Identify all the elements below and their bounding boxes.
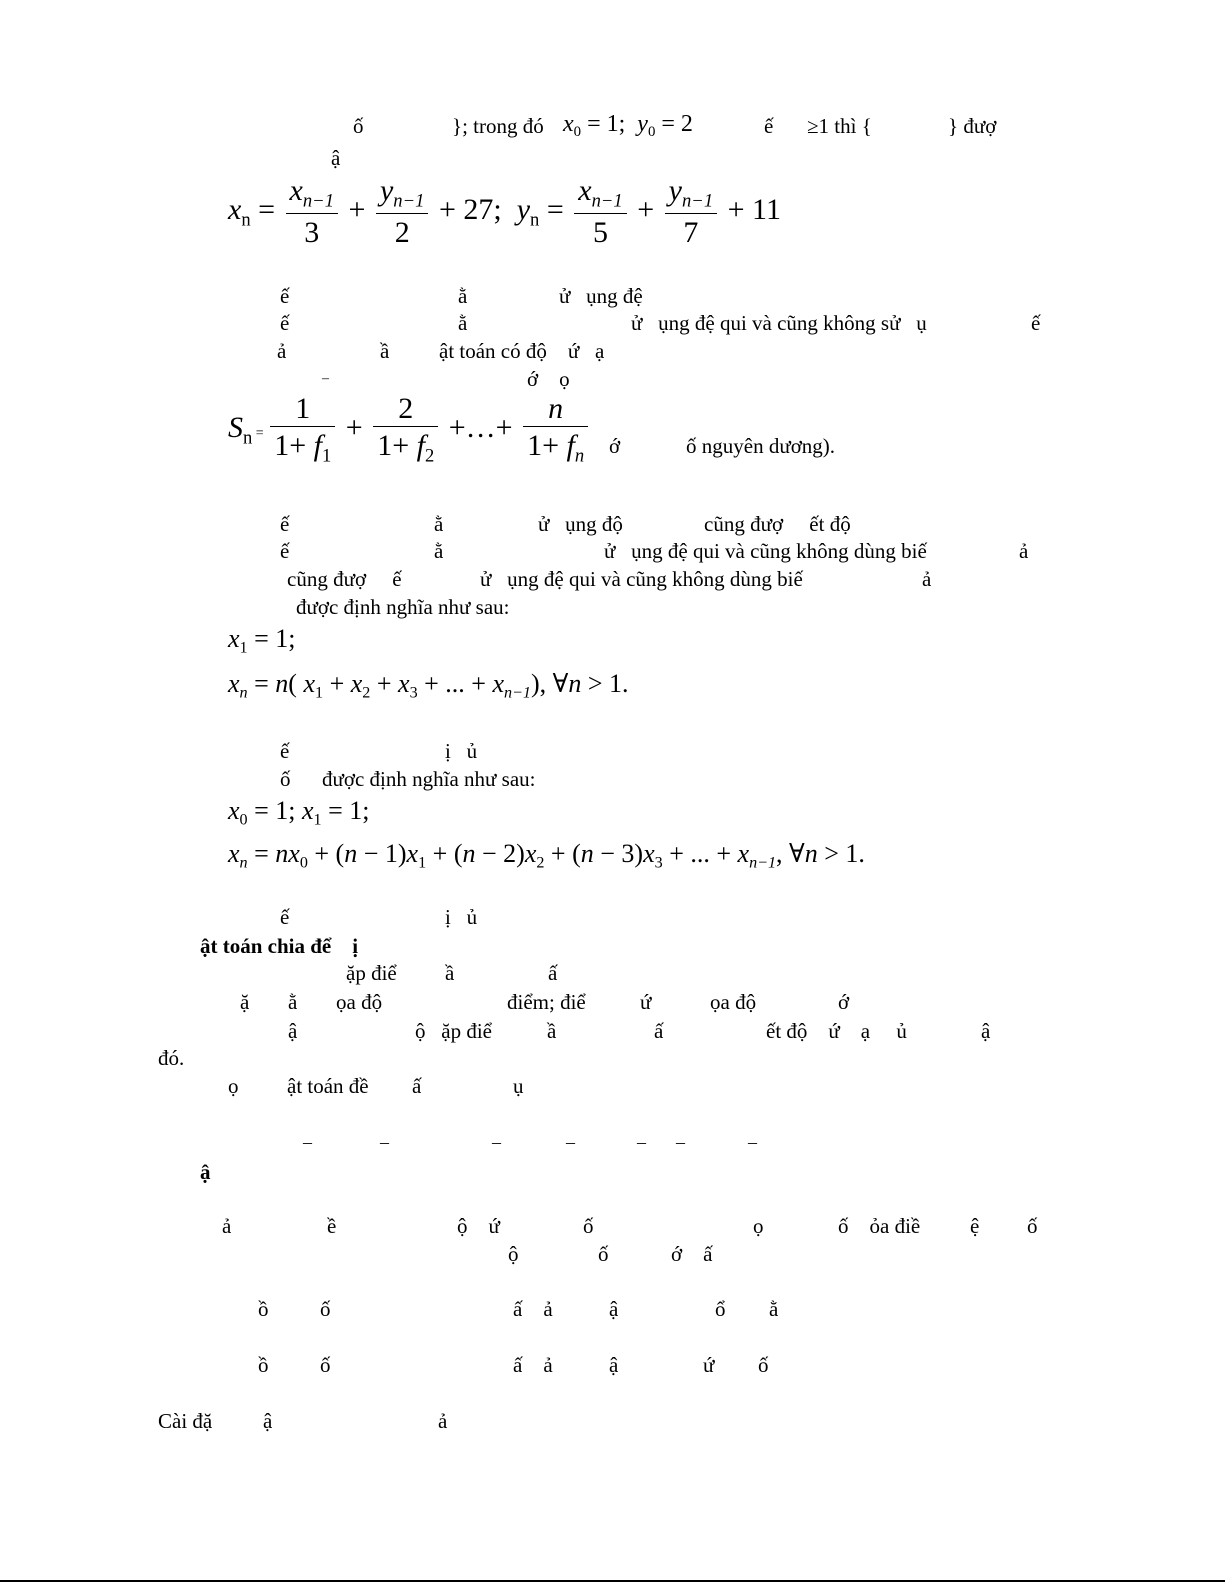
text-fragment: ế (280, 739, 290, 763)
text-fragment: cũng đượ ết độ (704, 512, 851, 536)
text-fragment: ụ (513, 1074, 524, 1098)
text-fragment: ấ ả (513, 1353, 553, 1377)
text-fragment: ố nguyên dương). (686, 434, 836, 458)
text-fragment: ị ủ (445, 905, 478, 929)
text-fragment: ử ụng đệ qui và cũng không dùng biế (604, 539, 927, 563)
text-fragment: ọ (753, 1214, 764, 1238)
text-fragment: ố (280, 767, 291, 791)
text-fragment: ả (1019, 539, 1029, 563)
text-fragment: ớ ọ (527, 367, 570, 391)
text-fragment: ầ (547, 1019, 557, 1043)
text-fragment: ế (280, 512, 290, 536)
text-fragment: ấ ả (513, 1297, 553, 1321)
text-fragment: }; trong đó (452, 114, 544, 138)
text-fragment: } đượ (948, 114, 997, 138)
text-fragment: ết độ ứ ạ ủ (766, 1019, 907, 1043)
text-fragment: ế (1031, 311, 1041, 335)
text-fragment: ế (280, 905, 290, 929)
dash-fragment: – (748, 1132, 757, 1152)
text-fragment: ằ (434, 512, 444, 536)
text-fragment: ậ (263, 1409, 273, 1433)
dash-fragment: – (676, 1132, 685, 1152)
text-fragment: cũng đượ ế (287, 567, 402, 591)
text-fragment: ằ (458, 284, 468, 308)
dash-fragment: – (322, 371, 329, 386)
text-fragment: ồ (258, 1297, 269, 1321)
dash-fragment: – (380, 1132, 389, 1152)
text-fragment: ằ (458, 311, 468, 335)
text-fragment: ả (922, 567, 932, 591)
text-fragment: ế (764, 114, 774, 138)
text-fragment: ố ỏa điề (838, 1214, 921, 1238)
dash-fragment: – (492, 1132, 501, 1152)
text-fragment: ật toán đề (287, 1074, 369, 1098)
text-fragment: được định nghĩa như sau: (322, 767, 536, 791)
text-fragment: ớ (838, 990, 850, 1014)
text-fragment: ồ (258, 1353, 269, 1377)
text-fragment: ổ (715, 1297, 726, 1321)
text-fragment: ề (327, 1214, 337, 1238)
text-fragment: được định nghĩa như sau: (296, 595, 510, 619)
section-heading: ật toán chia để ị (200, 934, 359, 958)
text-fragment: ố (758, 1353, 769, 1377)
text-fragment: ả (438, 1409, 448, 1433)
formula-recurrence-xn-yn: $x_n$ = $\frac{x_{n-1}}{3}$ + $\frac{y_{n-1}}{2}$ + 27; $y_n$ = $\frac{x_{n-1}}{5}$ + $\frac{y_{n-1}}{7}$ + 11 (228, 174, 781, 250)
text-fragment: ả (222, 1214, 232, 1238)
text-fragment: ậ (609, 1353, 619, 1377)
text-fragment: ậ (288, 1019, 298, 1043)
text-fragment: ằ (434, 539, 444, 563)
text-fragment: ọa độ (336, 990, 383, 1014)
text-fragment: ứ (640, 990, 652, 1014)
text-fragment: ặp điể (346, 961, 397, 985)
formula-xn-product: $x_n = n$( $x_1 + x_2 + x_3$ + ... + $x_{n-1}$), ∀n > 1. (228, 669, 629, 702)
formula-xn-weighted: $x_n = nx_0 + (n - 1)x_1 + (n - 2)x_2 + (n - 3)x_3$ + ... + $x_{n-1}$, ∀n > 1. (228, 839, 865, 872)
section-heading: ậ (200, 1160, 211, 1184)
dash-fragment: – (303, 1132, 312, 1152)
text-fragment: ọ (228, 1074, 239, 1098)
text-fragment: ử ụng độ (538, 512, 623, 536)
text-fragment: ậ (331, 146, 341, 170)
text-fragment: ứ (703, 1353, 715, 1377)
text-fragment: Cài đặ (158, 1409, 213, 1433)
text-fragment: ố (583, 1214, 594, 1238)
text-fragment: ầ (380, 339, 390, 363)
text-fragment: ế (280, 311, 290, 335)
text-fragment: ớ (609, 434, 621, 458)
text-fragment: ộ ặp điể (415, 1019, 492, 1043)
formula-x1: $x_1 = 1$; (228, 624, 296, 657)
page-bottom-border (0, 1580, 1225, 1582)
text-fragment: ế (280, 539, 290, 563)
text-fragment: ố (320, 1297, 331, 1321)
text-fragment: ử ụng đệ qui và cũng không sử ụ (631, 311, 927, 335)
text-fragment: ằ (769, 1297, 779, 1321)
text-fragment: ộ (508, 1242, 519, 1266)
text-fragment: ậ (981, 1019, 991, 1043)
text-fragment: ầ (445, 961, 455, 985)
text-fragment: ố (1027, 1214, 1038, 1238)
text-fragment: ớ ấ (671, 1242, 713, 1266)
text-fragment: ặ (240, 990, 250, 1014)
formula-initial-values: $x_0 = 1$; $y_0 = 2$ (563, 111, 693, 141)
text-fragment: ≥1 thì { (807, 114, 872, 138)
text-fragment: ật toán có độ ứ ạ (439, 339, 605, 363)
text-fragment: ế (280, 284, 290, 308)
text-fragment: ằ (288, 990, 298, 1014)
text-fragment: ố (320, 1353, 331, 1377)
text-fragment: ử ụng đệ (559, 284, 643, 308)
text-fragment: ấ (654, 1019, 664, 1043)
text-fragment: đó. (158, 1046, 185, 1070)
text-fragment: ậ (609, 1297, 619, 1321)
text-fragment: ị ủ (445, 739, 478, 763)
formula-x0-x1: $x_0 = 1$; $x_1 = 1$; (228, 796, 370, 829)
text-fragment: ả (277, 339, 287, 363)
dash-fragment: – (637, 1132, 646, 1152)
text-fragment: điểm; điể (507, 990, 586, 1014)
dash-fragment: – (566, 1132, 575, 1152)
text-fragment: ố (598, 1242, 609, 1266)
text-fragment: ử ụng đệ qui và cũng không dùng biế (480, 567, 803, 591)
text-fragment: ấ (412, 1074, 422, 1098)
text-fragment: ọa độ (710, 990, 757, 1014)
text-fragment: ộ ứ (457, 1214, 500, 1238)
text-fragment: ố (353, 114, 364, 138)
text-fragment: ấ (548, 961, 558, 985)
text-fragment: ệ (970, 1214, 980, 1238)
formula-sum-sn: $S_n$ = $\frac{1}{1+ f_1}$ + $\frac{2}{1+ f_2}$ +…+ $\frac{n}{1+ f_n}$ (228, 394, 591, 466)
